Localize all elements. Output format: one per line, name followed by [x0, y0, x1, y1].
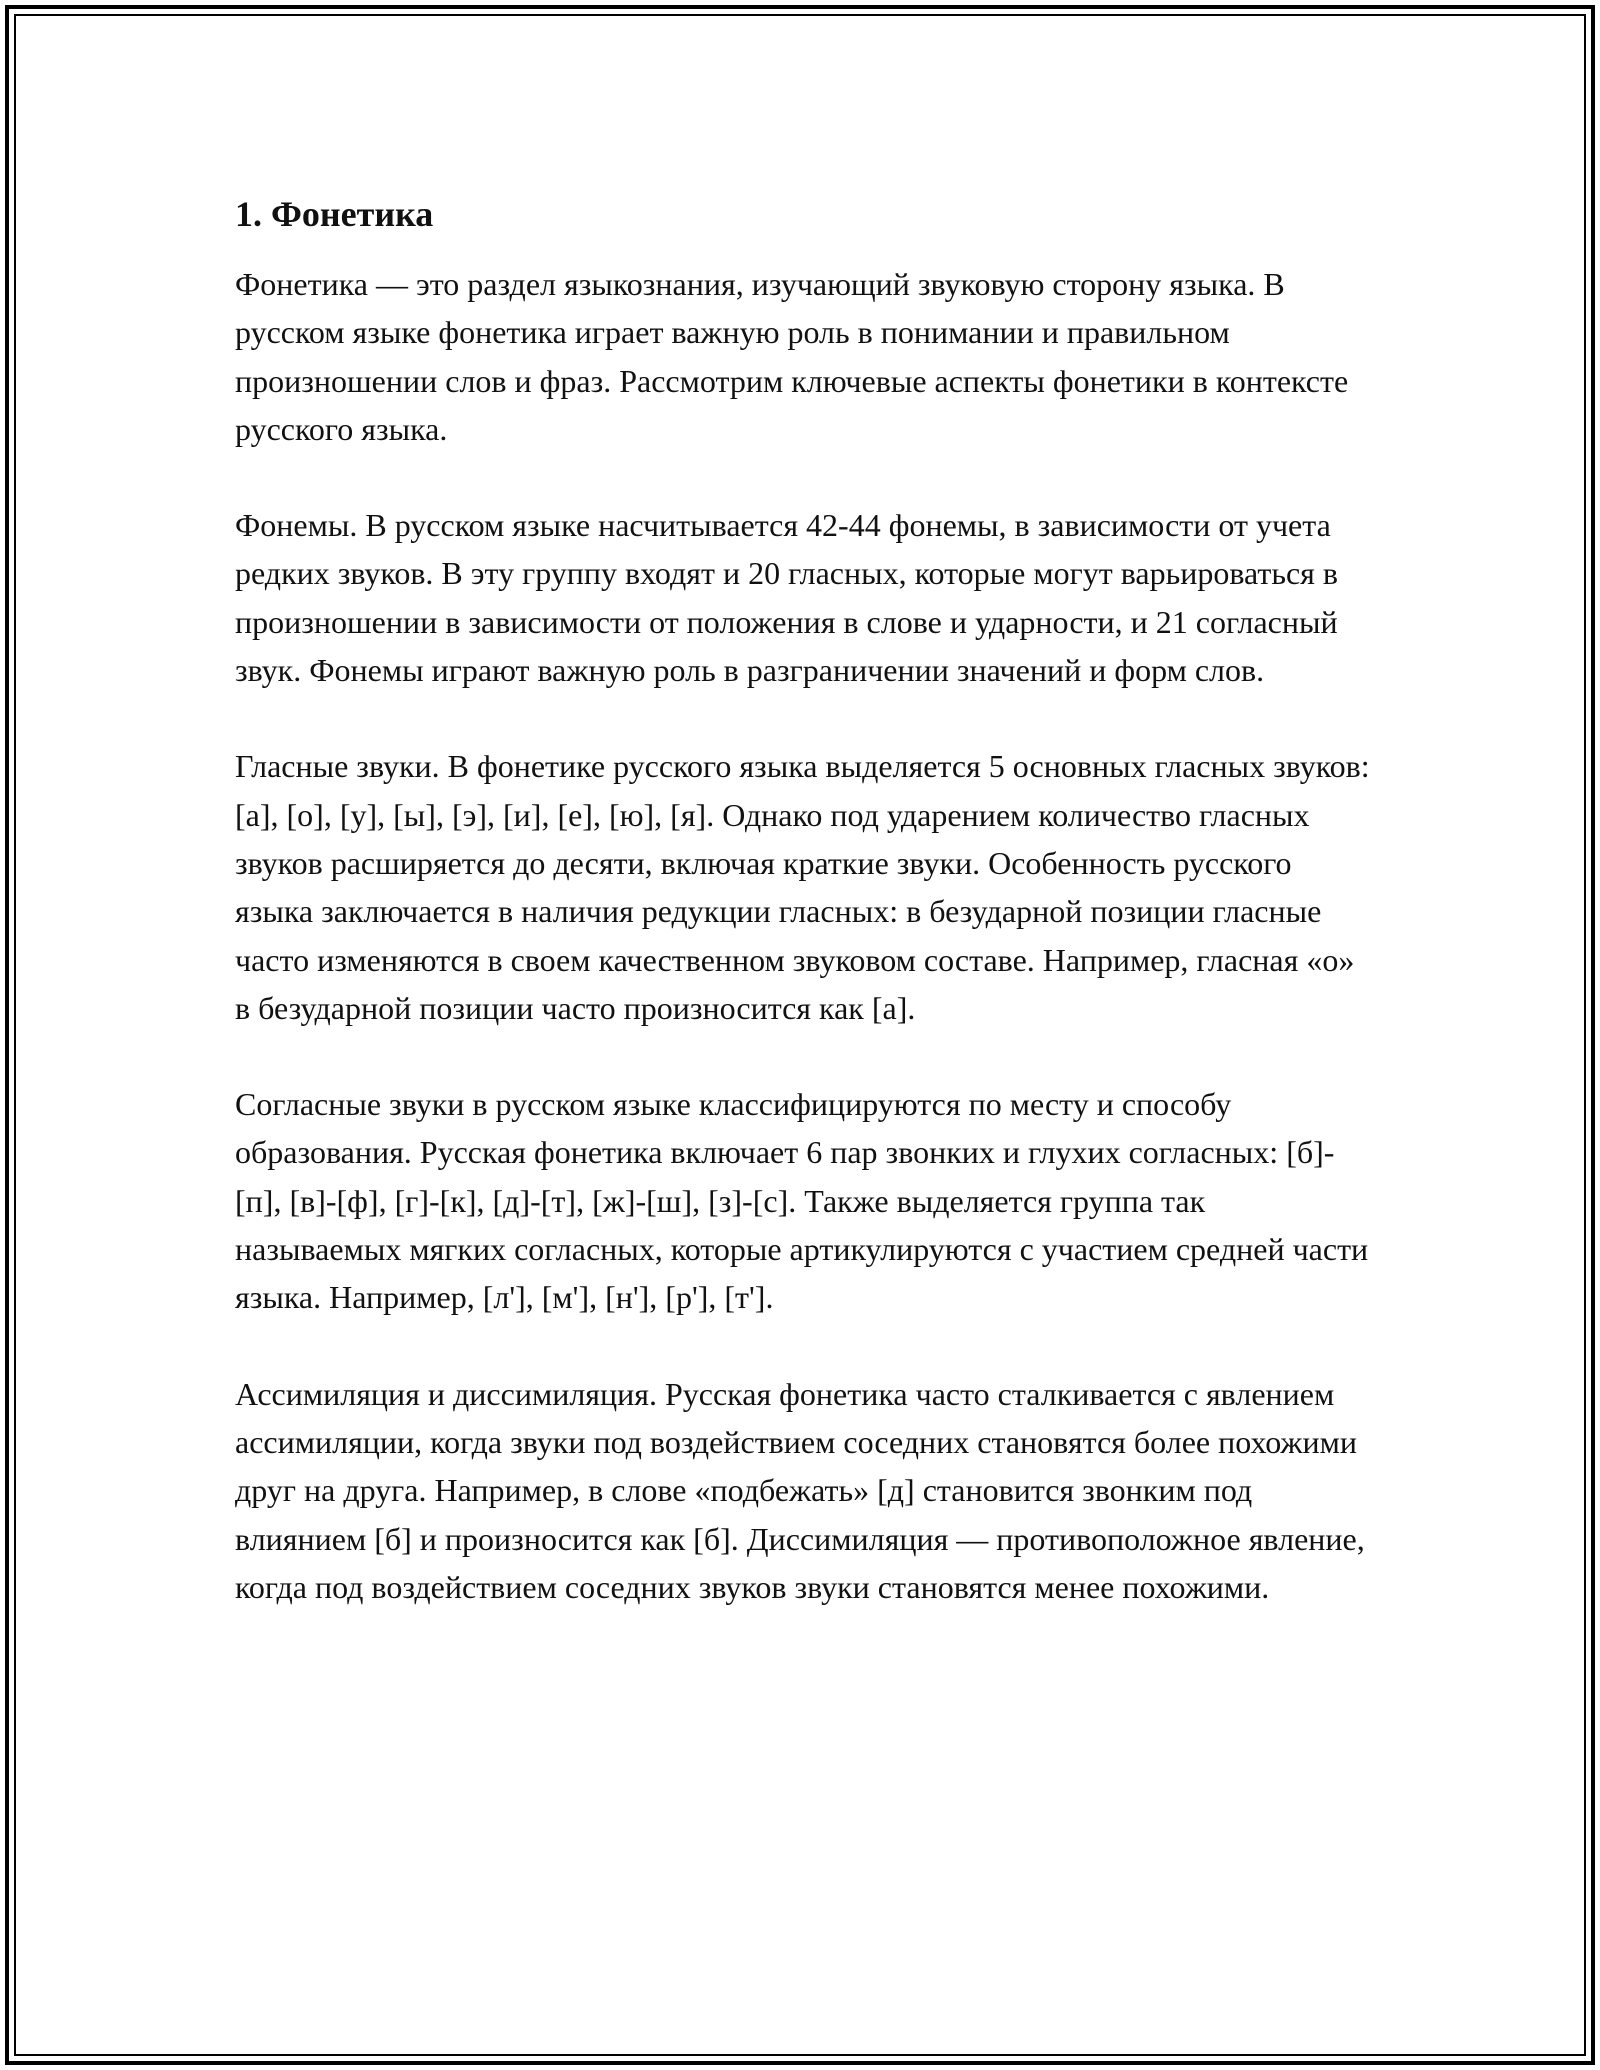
paragraph-vowels: Гласные звуки. В фонетике русского языка выделяется 5 основных гласных звуков: [а], [о], [у], [ы], [э], [и], [е], [ю], [я]. Однако под ударением количество гласных звуков расширяется до десяти, включая краткие звуки. Особенность русского языка заключается в наличия редукции гласных: в безударной позиции гласные часто изменяются в своем качественном звуковом составе. Например, гласная «о» в безударной позиции часто произносится как [а]. [235, 748, 1370, 1026]
paragraph-assimilation: Ассимиляция и диссимиляция. Русская фонетика часто сталкивается с явлением ассимиляции, когда звуки под воздействием соседних становятся более похожими друг на друга. Например, в слове «подбежать» [д] становится звонким под влиянием [б] и произносится как [б]. Диссимиляция — противоположное явление, когда под воздействием соседних звуков звуки становятся менее похожими. [235, 1375, 1365, 1605]
document-body [235, 186, 1375, 1611]
paragraph-consonants: Согласные звуки в русском языке классифицируются по месту и способу образования. Русская фонетика включает 6 пар звонких и глухих согласных: [б]-[п], [в]-[ф], [г]-[к], [д]-[т], [ж]-[ш], [з]-[с]. Также выделяется группа так называемых мягких согласных, которые артикулируются с участием средней части языка. Например, [л'], [м'], [н'], [р'], [т']. [235, 1086, 1369, 1316]
paragraph-intro: Фонетика — это раздел языкознания, изучающий звуковую сторону языка. В русском языке фонетика играет важную роль в понимании и правильном произношении слов и фраз. Рассмотрим ключевые аспекты фонетики в контексте русского языка. [235, 266, 1349, 447]
paragraph-phonemes: Фонемы. В русском языке насчитывается 42-44 фонемы, в зависимости от учета редких звуков. В эту группу входят и 20 гласных, которые могут варьироваться в произношении в зависимости от положения в слове и ударности, и 21 согласный звук. Фонемы играют важную роль в разграничении значений и форм слов. [235, 507, 1338, 689]
section-heading: 1. Фонетика [235, 194, 434, 234]
